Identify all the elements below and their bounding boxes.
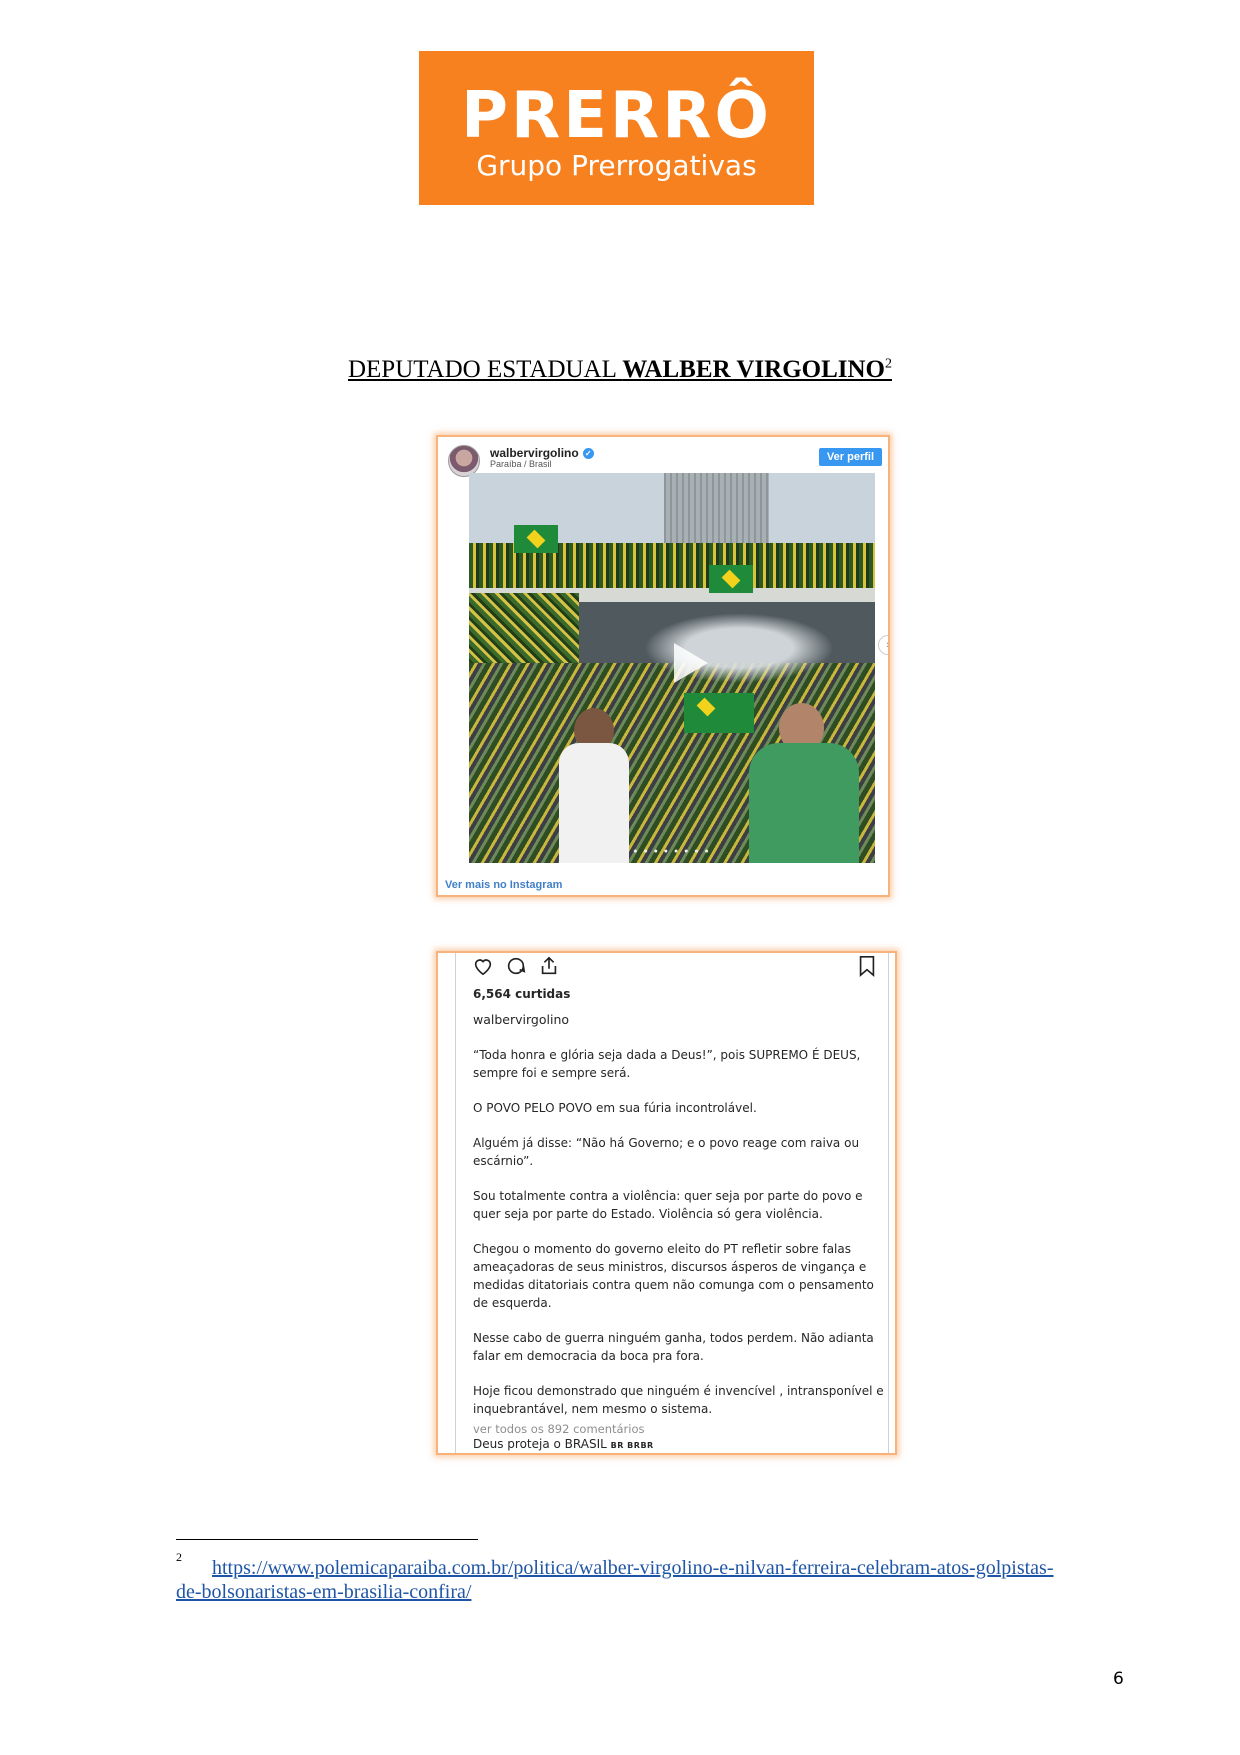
footnote xyxy=(176,1556,1076,1604)
caption-paragraph: Alguém já disse: “Não há Governo; e o povo reage com raiva ou escárnio”. xyxy=(473,1136,860,1168)
section-heading xyxy=(0,356,1240,384)
footnote-separator xyxy=(176,1539,478,1540)
brazil-flag-icon xyxy=(709,565,753,593)
caption-paragraph: Chegou o momento do governo eleito do PT refletir sobre falas ameaçadoras de seus ministros, discursos ásperos de vingança e medidas ditatoriais contra quem não comunga com o pensamento de esquerda. xyxy=(473,1242,874,1310)
view-more-link[interactable]: Ver mais no Instagram xyxy=(445,879,563,891)
instagram-caption-screenshot xyxy=(436,951,897,1455)
caption-paragraph: Sou totalmente contra a violência: quer seja por parte do povo e quer seja por parte do Estado. Violência só gera violência. xyxy=(473,1189,863,1221)
brazil-flag-icon xyxy=(514,525,558,553)
caption-paragraph: Nesse cabo de guerra ninguém ganha, todos perdem. Não adianta falar em democracia da boca pra fora. xyxy=(473,1331,874,1363)
like-count[interactable]: 6,564 curtidas xyxy=(473,987,571,1001)
verified-badge-icon: ✓ xyxy=(583,448,594,459)
chevron-right-icon[interactable]: › xyxy=(878,635,890,655)
share-icon[interactable] xyxy=(538,955,560,977)
caption-paragraph: “Toda honra e glória seja dada a Deus!”, pois SUPREMO É DEUS, sempre foi e sempre será. xyxy=(473,1048,861,1080)
heading-prefix: DEPUTADO ESTADUAL xyxy=(347,356,616,383)
view-all-comments-link[interactable]: ver todos os 892 comentários xyxy=(473,1422,645,1436)
heading-footnote-ref: 2 xyxy=(885,356,892,372)
caption-closing xyxy=(473,1435,888,1455)
post-caption xyxy=(473,1046,888,1455)
smoke-cloud xyxy=(644,613,834,683)
brazil-flag-icon xyxy=(684,693,754,733)
heart-icon[interactable] xyxy=(472,955,494,977)
flag-emoji-codes: BR BRBR xyxy=(610,1441,654,1450)
post-username-text: walbervirgolino xyxy=(490,446,579,460)
page-number: 6 xyxy=(1113,1669,1124,1689)
caption-paragraph: Hoje ficou demonstrado que ninguém é invencível , intransponível e inquebrantável, nem mesmo o sistema. xyxy=(473,1384,884,1416)
bookmark-icon[interactable] xyxy=(857,955,877,977)
play-icon[interactable] xyxy=(674,643,708,683)
post-location[interactable]: Paraíba / Brasil xyxy=(490,459,552,469)
footnote-link[interactable]: https://www.polemicaparaiba.com.br/politica/walber-virgolino-e-nilvan-ferreira-celebram-atos-golpistas-de-bolsonaristas-em-brasilia-confira/ xyxy=(176,1557,1054,1603)
footnote-number: 2 xyxy=(176,1550,182,1564)
person-white-shirt xyxy=(559,743,629,863)
logo-title: PRERRÔ xyxy=(461,79,772,153)
person-green-shirt xyxy=(749,743,859,863)
caption-username[interactable]: walbervirgolino xyxy=(473,1012,570,1027)
action-icons xyxy=(472,955,566,979)
caption-paragraph: O POVO PELO POVO em sua fúria incontrolável. xyxy=(473,1101,757,1115)
post-header xyxy=(438,437,888,477)
logo-subtitle: Grupo Prerrogativas xyxy=(476,149,757,182)
prerro-logo xyxy=(419,51,814,205)
view-profile-button[interactable]: Ver perfil xyxy=(819,448,882,466)
comment-icon[interactable] xyxy=(505,955,527,977)
post-username[interactable] xyxy=(490,446,594,460)
closing-text: Deus proteja o BRASIL xyxy=(473,1437,607,1451)
carousel-dots: ● ● ● ● ● ● ● ● xyxy=(633,848,711,855)
instagram-embed-screenshot xyxy=(436,435,890,897)
post-video[interactable] xyxy=(469,473,875,863)
heading-name: WALBER VIRGOLINO xyxy=(622,356,885,383)
